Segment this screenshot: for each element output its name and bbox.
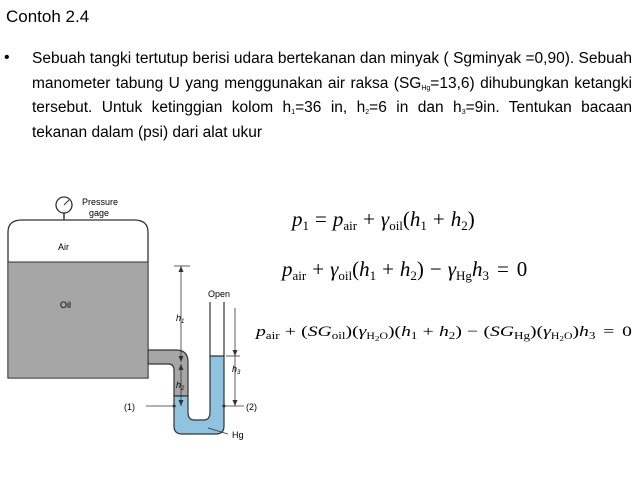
h3-label: $h_3$ (232, 364, 241, 376)
bullet-marker: • (4, 49, 10, 66)
equation-3: p $_{air}$ + ( SG $_{oil}$ ) ( γ $_H$ 2O ) ( h $_1$ + h $_2$ ) − ( SG $_{Hg}$ ) ( γ $_H$ 2O ) h $_3$ = 0 (256, 324, 630, 343)
equations (255, 207, 632, 343)
hg-label: Hg (232, 430, 244, 440)
open-label: Open (208, 289, 231, 299)
subscript-3: 3 (461, 109, 466, 116)
h2-label: $h_2$ (176, 380, 185, 392)
point2-marker (223, 405, 226, 408)
gauge-label-1: Pressure (82, 197, 119, 207)
problem-text-4: =6 in dan h (369, 99, 462, 116)
equation-1: p1 = pair + γoil(h1 + h2) (292, 207, 475, 233)
h1-arrow-top (179, 266, 184, 272)
subscript-2: 2 (365, 109, 370, 116)
problem-text-2: =13,6) dihubungkan ketangki tersebut. Untuk ketinggian kolom h (32, 74, 632, 116)
problem-text-1: Sebuah tangki tertutup berisi udara bertekanan dan minyak ( Sgminyak =0,90). Sebuah manometer tabung U yang menggunakan air raksa (SG (32, 50, 632, 92)
slide-title: Contoh 2.4 (6, 7, 90, 26)
tank-diagram (8, 197, 257, 440)
h1-label: $h_1$ (176, 313, 185, 325)
oil-label: Oil (60, 300, 71, 310)
point1-marker (173, 405, 176, 408)
h3-arrow-bottom (233, 400, 238, 406)
problem-text-3: =36 in, h (295, 99, 366, 116)
problem-text-5: =9in. Tentukan bacaan tekanan dalam (psi) dari alat ukur (32, 99, 632, 141)
gauge-label-2: gage (89, 208, 110, 218)
oil-region (9, 262, 147, 377)
point1-label: (1) (124, 402, 135, 412)
air-label: Air (58, 242, 69, 252)
subscript-1: 1 (291, 109, 296, 116)
point2-label: (2) (246, 402, 257, 412)
equation-2: pair + γoil(h1 + h2) − γHgh3 = 0 (282, 257, 528, 283)
subscript-hg: Hg (421, 84, 431, 92)
h3-arrow-top (233, 350, 238, 356)
